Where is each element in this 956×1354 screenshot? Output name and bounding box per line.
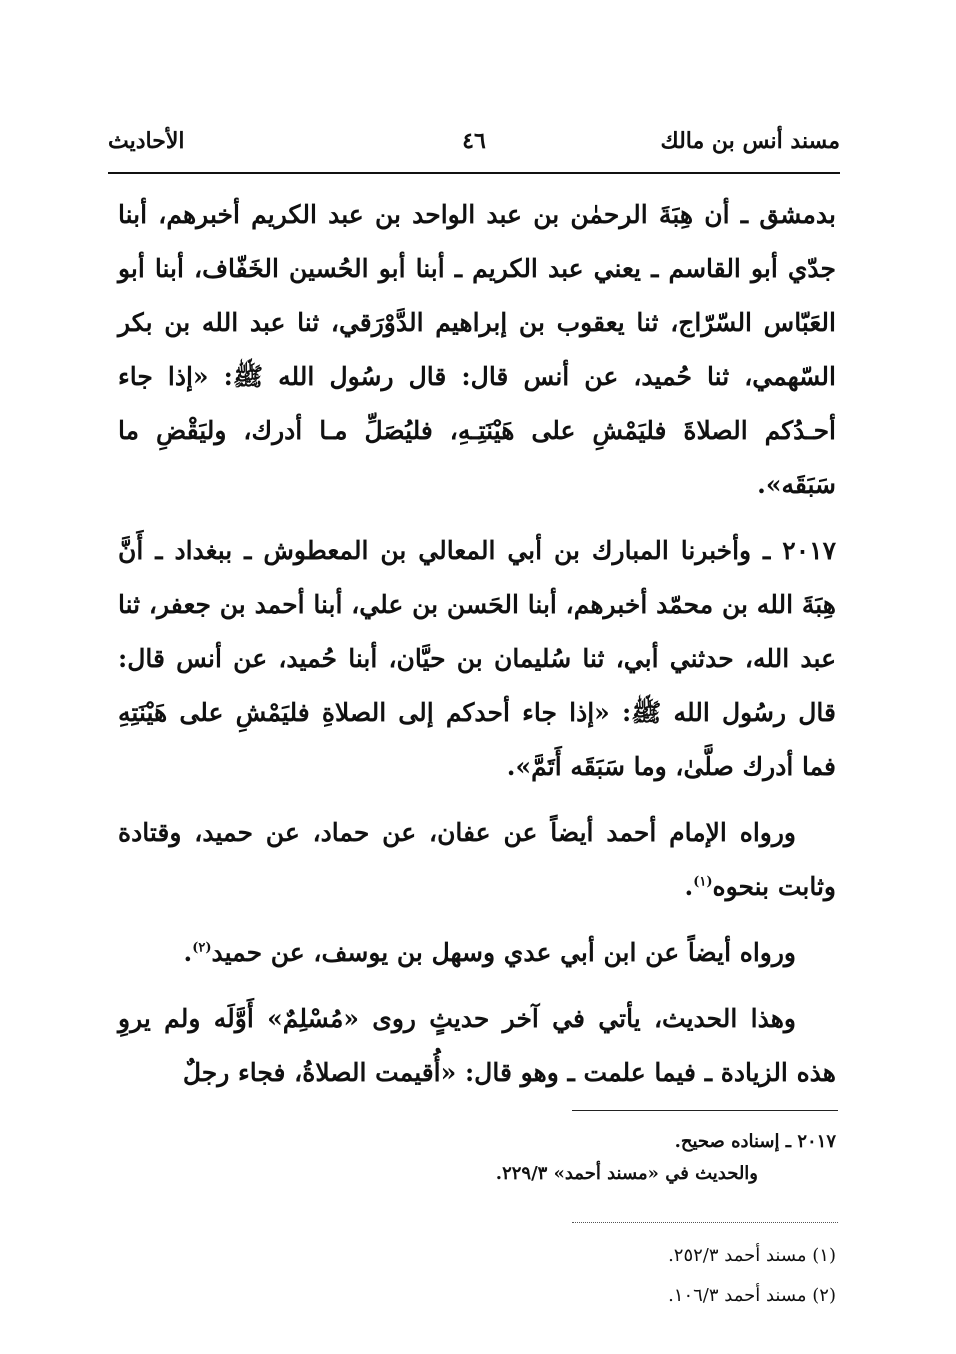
header-divider <box>108 172 840 174</box>
numbered-footnotes <box>300 1236 836 1316</box>
footnote-divider-2 <box>572 1222 838 1223</box>
period-1: . <box>684 872 694 901</box>
paragraph-narration-2 <box>118 926 836 980</box>
narration-1-text: ورواه الإمام أحمد أيضاً عن عفان، عن حماد، عن حميد، وقتادة وثابت بنحوه <box>118 818 836 901</box>
main-text <box>118 188 836 1100</box>
page-header <box>108 128 840 162</box>
period-2: . <box>183 938 193 967</box>
paragraph-hadith-2017: ٢٠١٧ ـ وأخبرنا المبارك بن أبي المعالي بن المعطوش ـ ببغداد ـ أَنَّ هِبَةَ الله بن محمّد أخبرهم، أبنا الحَسن بن علي، أبنا أحمد بن جعفر، ثنا عبد الله، حدثني أبي، ثنا سُليمان بن حيَّان، أبنا حُميد، عن أنس قال: قال رسُول الله ﷺ: «إذا جاء أحدكم إلى الصلاةِ فليَمْشِ على هَيْنَتِهِ فما أدرك صلَّىٰ، وما سَبَقَه أَتَمَّ». <box>118 536 836 781</box>
paragraph-commentary: وهذا الحديث، يأتي في آخر حديثٍ روى «مُسْلِمٌ» أَوَّلَه ولم يروِ هذه الزيادة ـ فيما علمت ـ وهو قال: «أُقيمت الصلاةُ، فجاء رجلٌ <box>118 1004 836 1087</box>
narration-2-text: ورواه أيضاً عن ابن أبي عدي وسهل بن يوسف، عن حميد <box>211 938 796 967</box>
paragraph-narration-1 <box>118 806 836 914</box>
page-number: ٤٦ <box>462 128 486 154</box>
footnote-hadith-line-1: ٢٠١٧ ـ إسناده صحيح. <box>674 1131 836 1152</box>
hadith-footnotes <box>300 1126 836 1190</box>
footnote-1: (١) مسند أحمد ٢٥٢/٣. <box>668 1245 836 1266</box>
footnote-divider-1 <box>572 1110 838 1111</box>
section-title: الأحاديث <box>108 128 185 154</box>
footnote-hadith-line-2: والحديث في «مسند أحمد» ٢٢٩/٣. <box>495 1163 758 1184</box>
running-title: مسند أنس بن مالك <box>660 128 840 154</box>
paragraph-continuation: بدمشق ـ أن هِبَةَ الرحمٰن بن عبد الواحد بن عبد الكريم أخبرهم، أبنا جدّي أبو القاسم ـ يعني عبد الكريم ـ أبنا أبو الحُسين الخَفّاف، أبنا أبو العَبّاس السّرّاج، ثنا يعقوب بن إبراهيم الدَّوْرَقي، ثنا عبد الله بن بكر السّهمي، ثنا حُميد، عن أنس قال: قال رسُول الله ﷺ: «إذا جاء أحـدُكم الصلاةَ فليَمْشِ على هَيْنَتِـهِ، فليُصَلِّ مـا أدرك، وليَقْضِ ما سَبَقَه». <box>118 200 836 499</box>
footnote-ref-1: (١) <box>693 874 713 890</box>
footnote-2: (٢) مسند أحمد ١٠٦/٣. <box>668 1285 836 1306</box>
footnote-ref-2: (٢) <box>192 940 212 956</box>
